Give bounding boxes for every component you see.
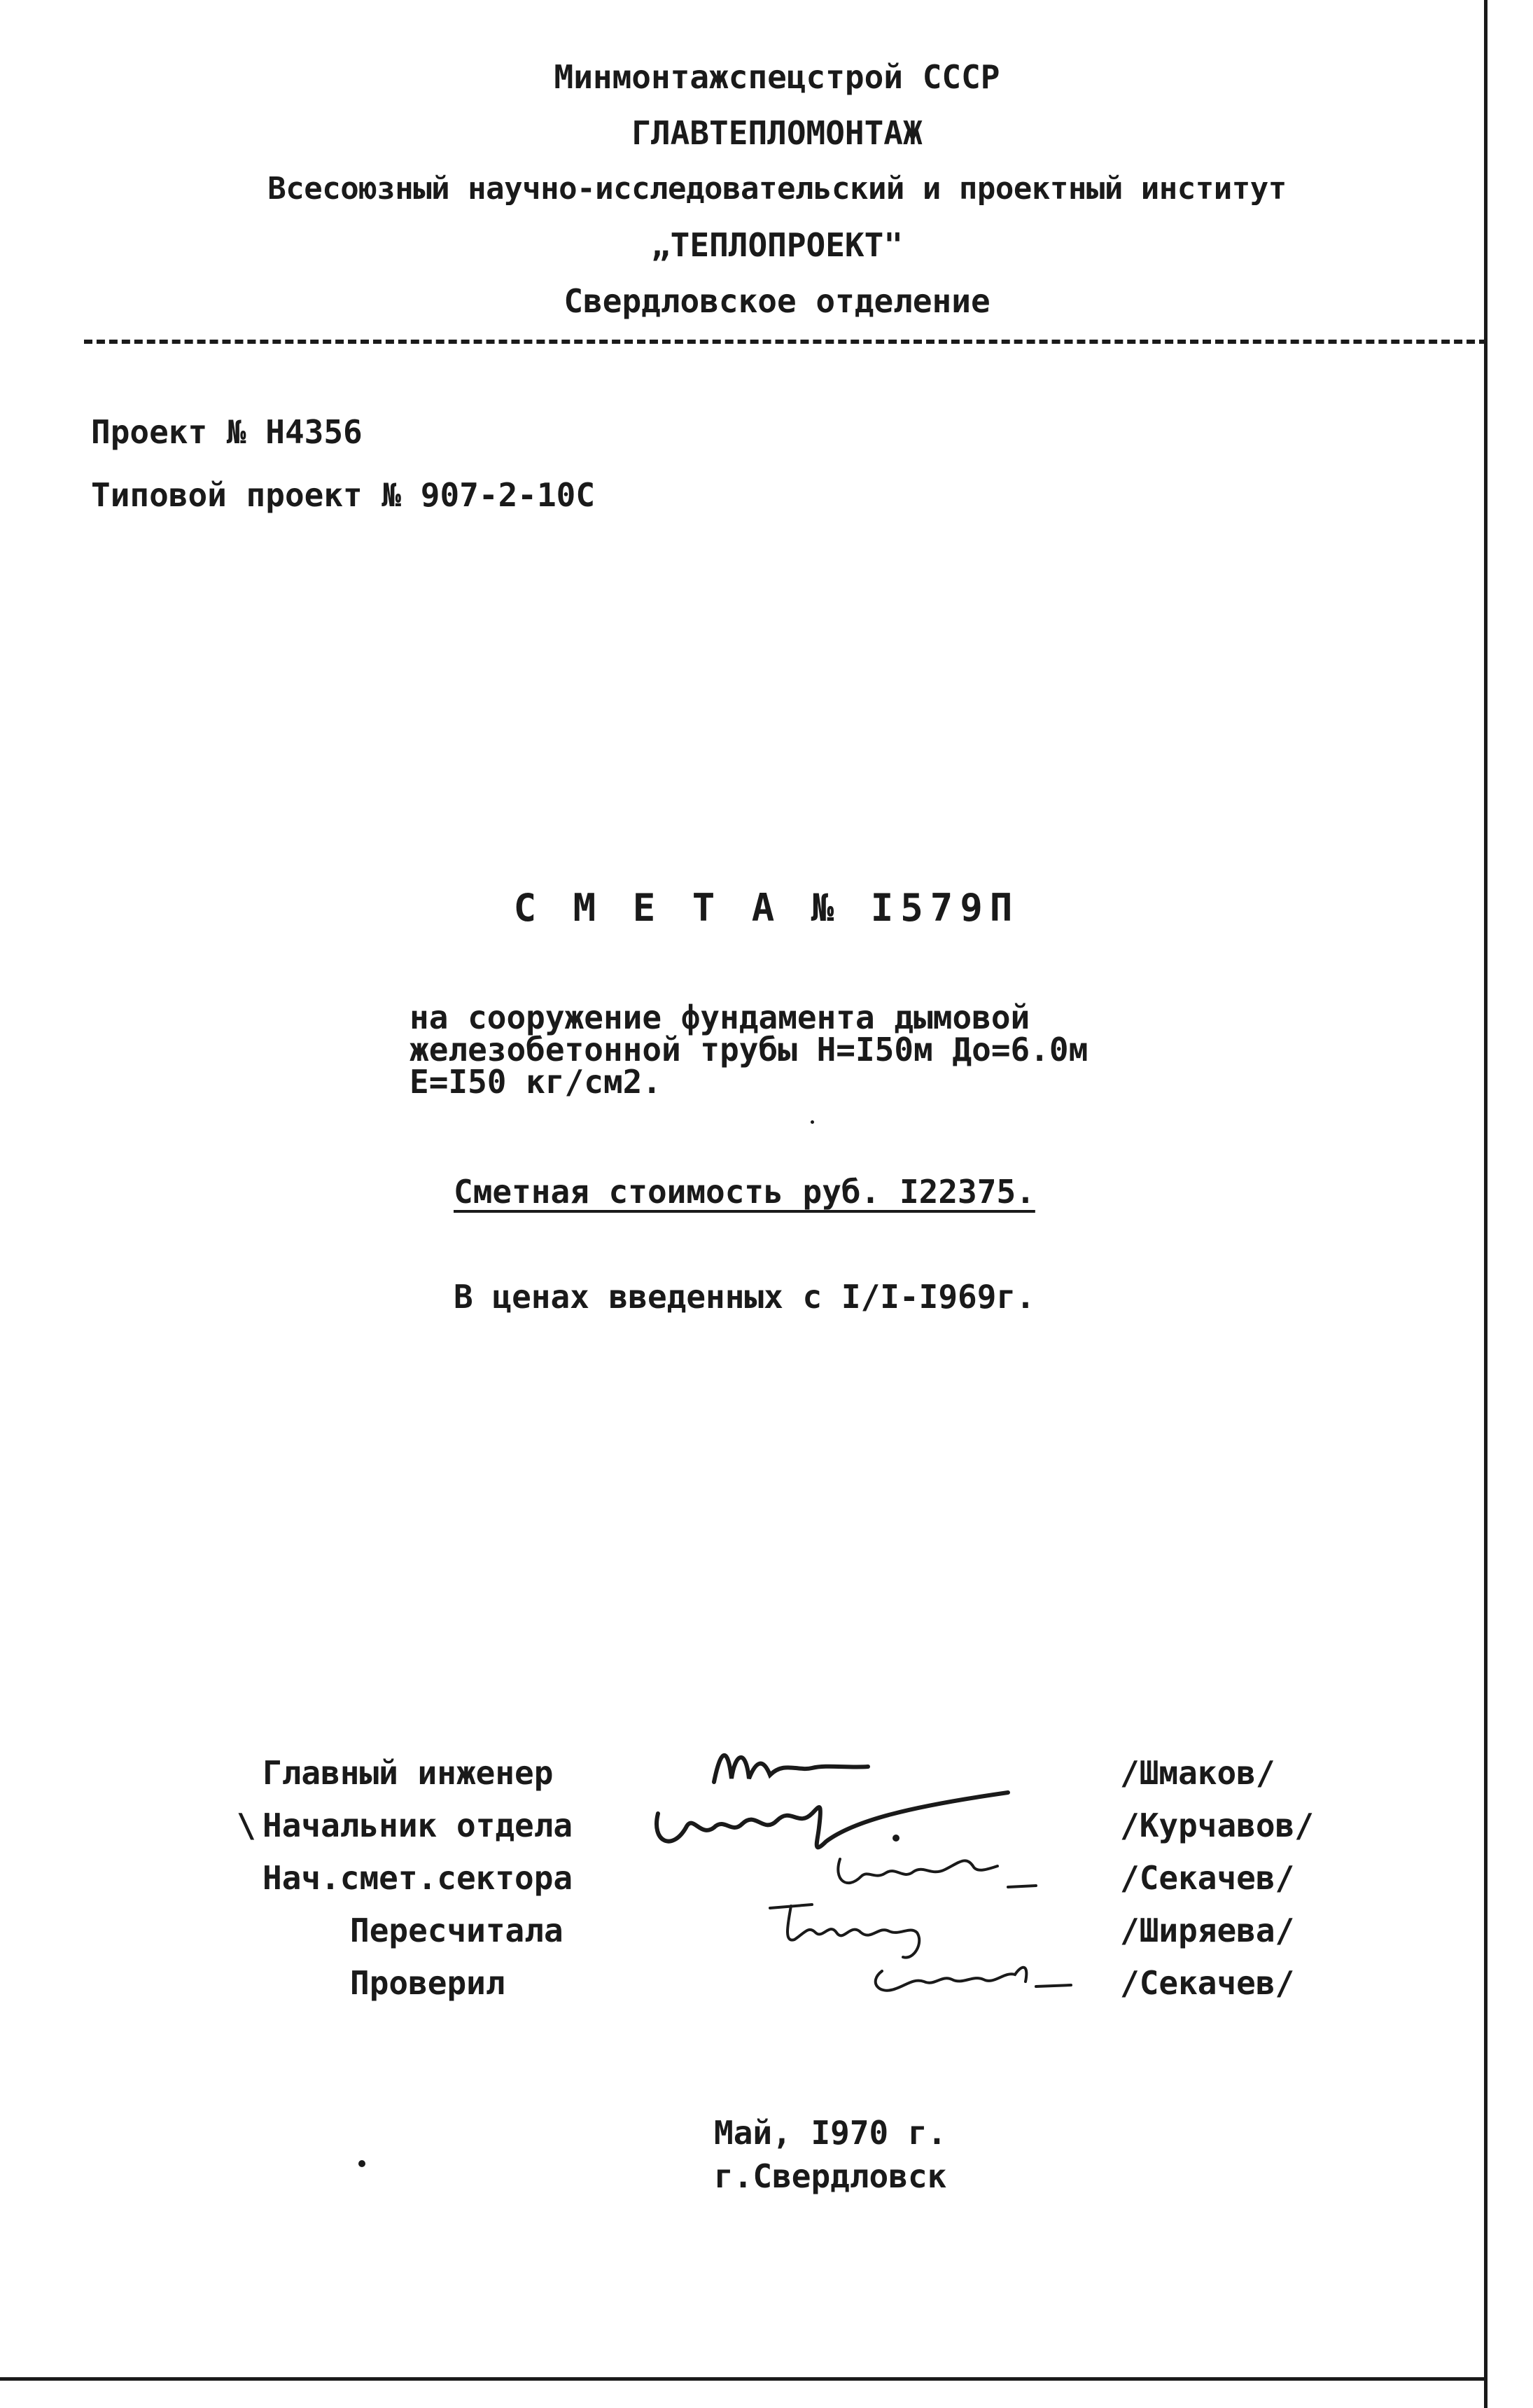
department-line: ГЛАВТЕПЛОМОНТАЖ [631, 114, 923, 152]
subject-line-2: железобетонной трубы Н=I50м До=6.0м [410, 1031, 1088, 1069]
margin-tick: \ [237, 1807, 256, 1844]
ink-speck [811, 1120, 814, 1124]
issue-city: г.Свердловск [714, 2157, 947, 2195]
signature-row-department-head [0, 1807, 1533, 1858]
signature-role: Пересчитала [350, 1912, 564, 1949]
signature-role: Нач.смет.сектора [262, 1859, 573, 1897]
issue-date: Май, I970 г. [714, 2114, 947, 2152]
ministry-line: Минмонтажспецстрой СССР [554, 58, 1000, 96]
signature-row-checked [0, 1964, 1533, 2016]
institute-line: Всесоюзный научно-исследовательский и проектный институт [267, 171, 1287, 207]
signature-name: /Шмаков/ [1120, 1754, 1275, 1792]
institute-name-line: „ТЕПЛОПРОЕКТ" [650, 226, 904, 264]
signature-role: Проверил [350, 1964, 505, 2002]
signature-name: /Ширяева/ [1120, 1912, 1295, 1949]
signature-role: Главный инженер [262, 1754, 554, 1792]
branch-line: Свердловское отделение [564, 282, 990, 320]
typical-project-number: Типовой проект № 907-2-10С [91, 476, 596, 514]
signature-role: Начальник отдела [262, 1807, 573, 1844]
price-basis: В ценах введенных с I/I-I969г. [454, 1278, 1035, 1316]
signature-name: /Секачев/ [1120, 1964, 1295, 2002]
project-number: Проект № Н4356 [91, 413, 363, 451]
signature-name: /Курчавов/ [1120, 1807, 1314, 1844]
frame-right-border [1484, 0, 1488, 2408]
handwritten-signature-icon [861, 1943, 1085, 2006]
subject-line-3: Е=I50 кг/см2. [410, 1063, 662, 1101]
estimated-cost: Сметная стоимость руб. I22375. [454, 1173, 1035, 1211]
frame-bottom-border [0, 2377, 1488, 2381]
header-divider [84, 340, 1488, 344]
signature-row-recalculated [0, 1912, 1533, 1963]
estimate-title: С М Е Т А № I579П [513, 886, 1020, 930]
document-header [84, 49, 1470, 329]
estimate-subject [410, 998, 1088, 1101]
document-footer [714, 2111, 946, 2198]
ink-dot [358, 2160, 365, 2167]
project-info [91, 401, 595, 527]
subject-line-1: на сооружение фундамента дымовой [410, 998, 1030, 1036]
signature-name: /Секачев/ [1120, 1859, 1295, 1897]
